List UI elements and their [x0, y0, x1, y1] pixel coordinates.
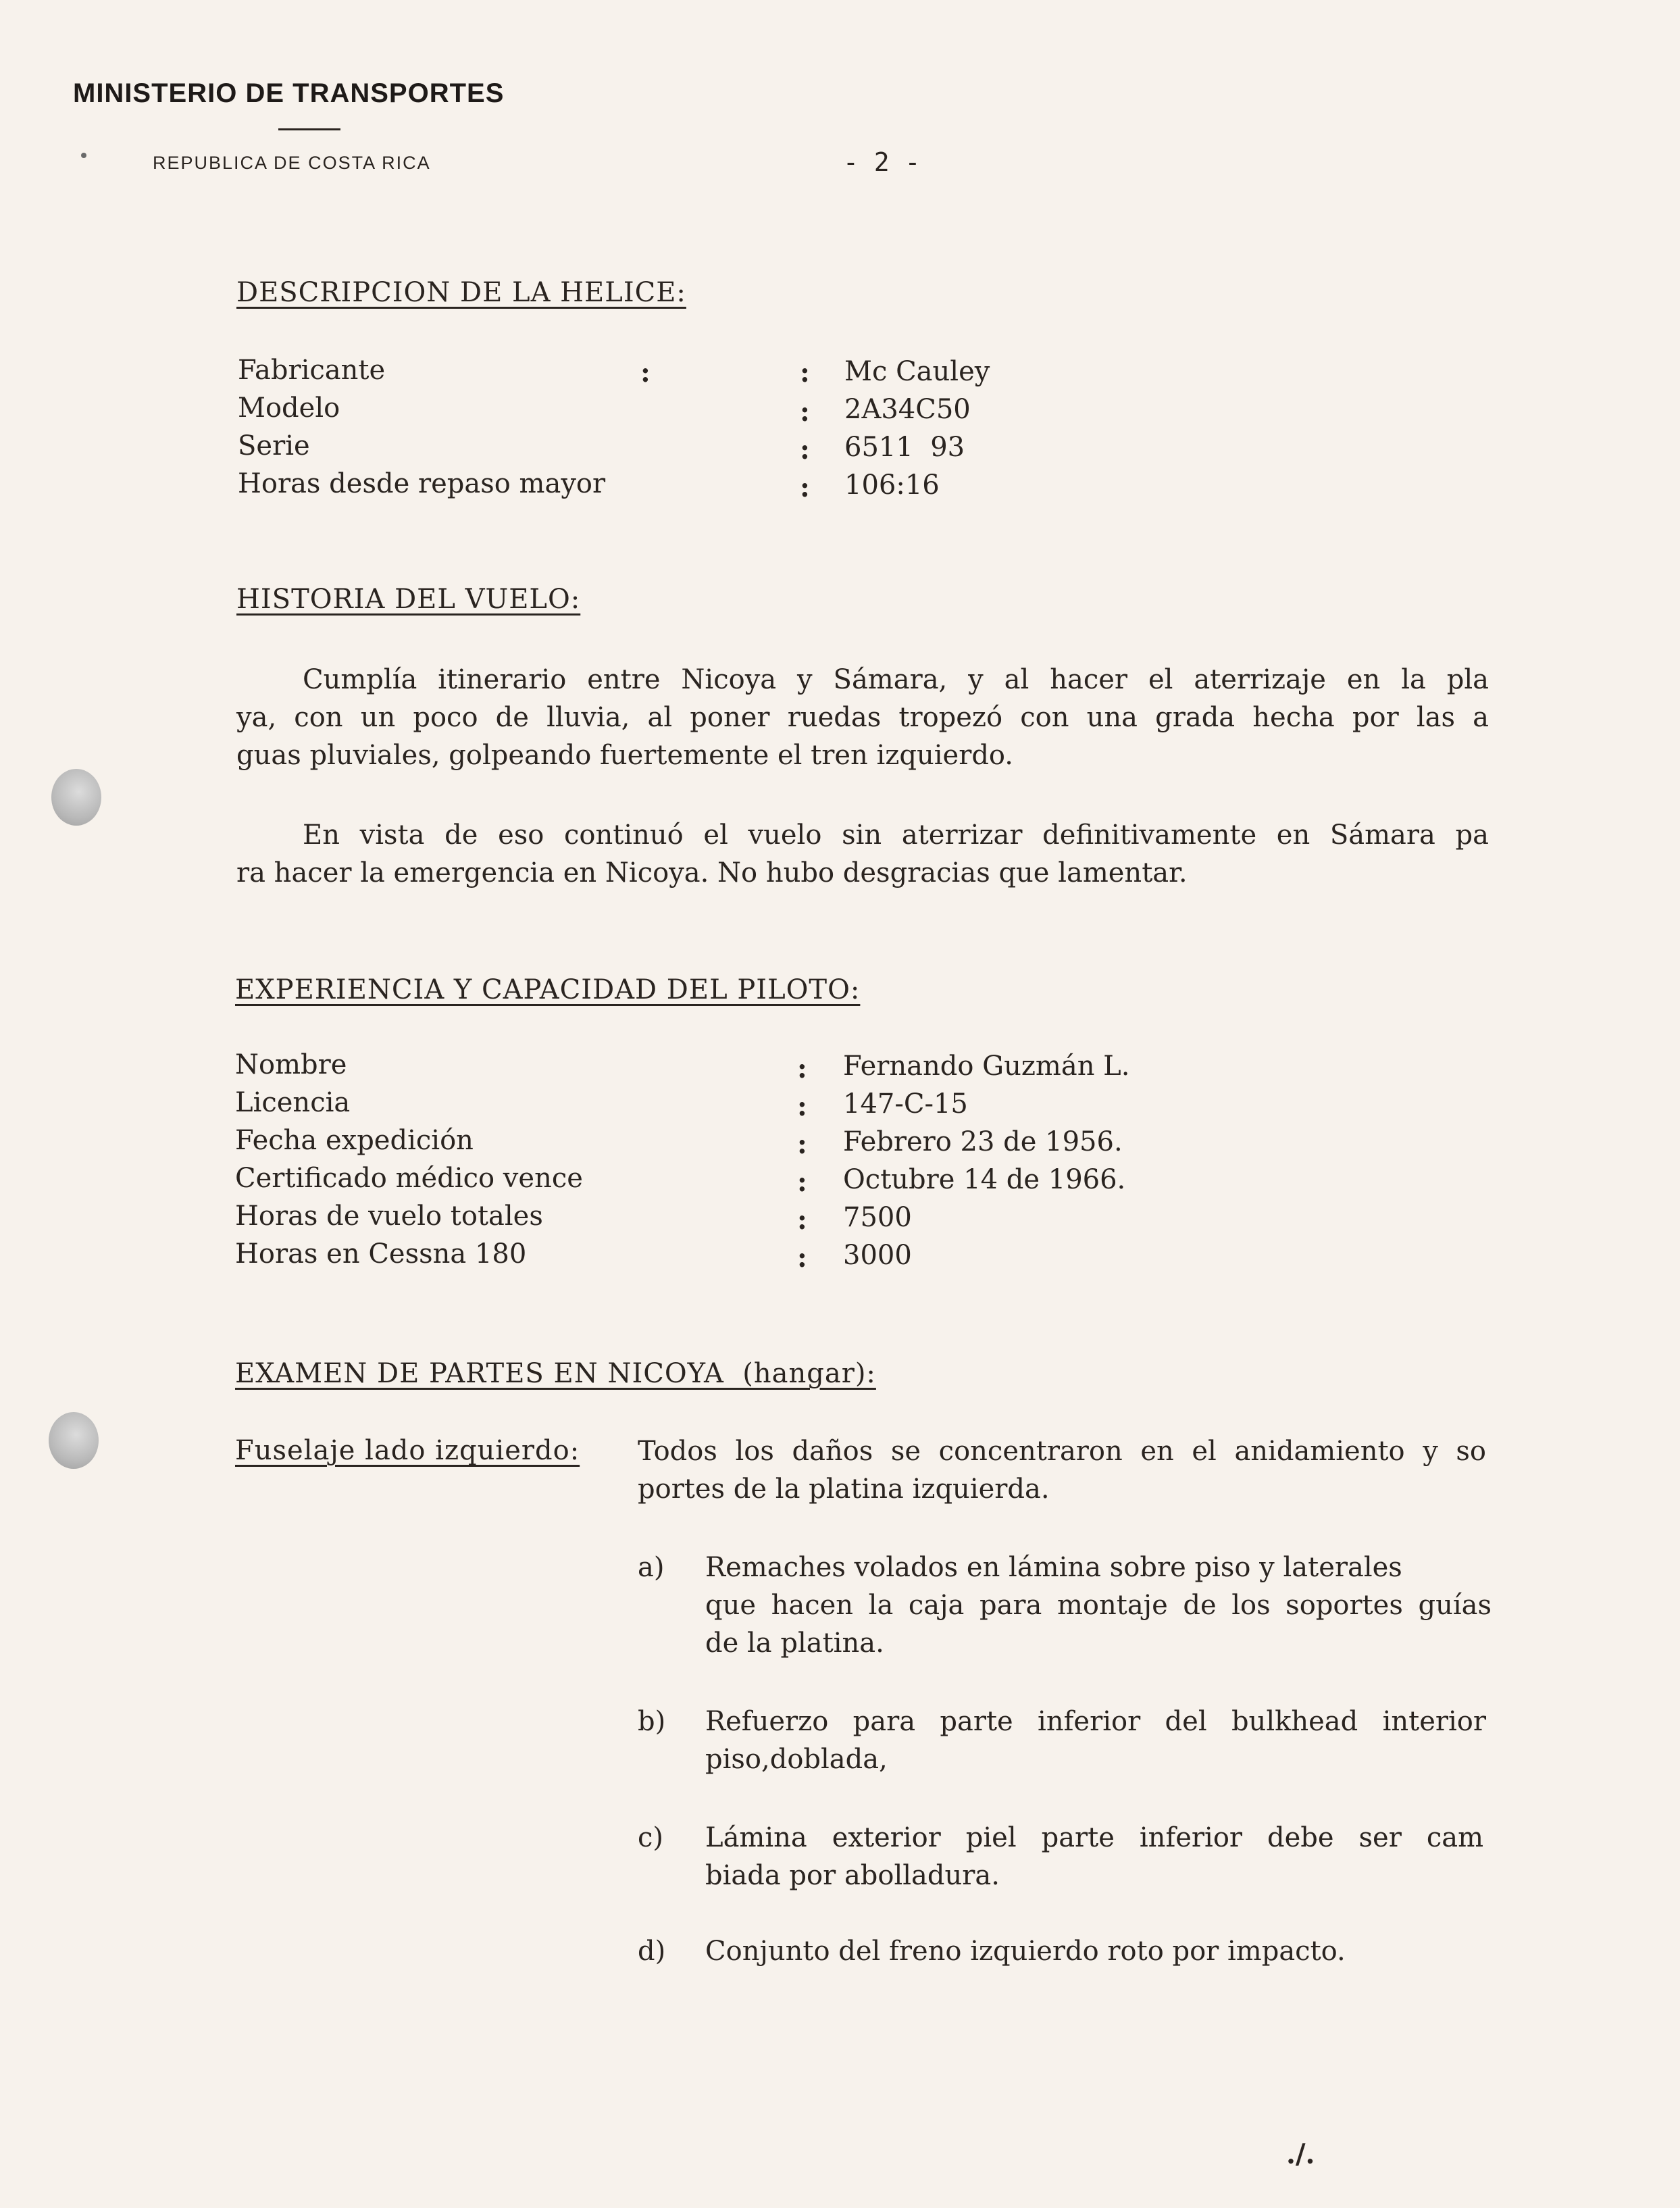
item-c-line-2: biada por abolladura. — [705, 1860, 1000, 1891]
piloto-colon: : — [797, 1166, 807, 1198]
piloto-value-fecha: Febrero 23 de 1956. — [843, 1126, 1123, 1157]
piloto-label-fecha: Fecha expedición — [235, 1125, 474, 1156]
ministry-heading: MINISTERIO DE TRANSPORTES — [73, 78, 505, 108]
helice-label-serie: Serie — [238, 430, 310, 461]
item-c-letter: c) — [638, 1822, 664, 1853]
helice-label-colon: : — [640, 357, 651, 388]
item-d-letter: d) — [638, 1936, 666, 1967]
helice-section-title: DESCRIPCION DE LA HELICE: — [236, 277, 686, 308]
examen-intro-line-1: Todos los daños se concentraron en el anidamiento y so — [638, 1436, 1486, 1467]
piloto-value-licencia: 147-C-15 — [843, 1088, 968, 1120]
continuation-mark: ./. — [1286, 2138, 1315, 2170]
item-c-line-1: Lámina exterior piel parte inferior debe ser cam — [705, 1822, 1483, 1853]
piloto-label-licencia: Licencia — [235, 1087, 351, 1118]
paper-speck — [81, 153, 86, 158]
page-number: - 2 - — [843, 147, 921, 177]
piloto-value-horas-totales: 7500 — [843, 1202, 912, 1233]
helice-label-fabricante: Fabricante — [238, 355, 386, 386]
punch-hole-lower — [49, 1412, 99, 1469]
punch-hole-upper — [51, 769, 101, 826]
helice-value-serie: 6511 93 — [844, 432, 965, 463]
item-b-line-1: Refuerzo para parte inferior del bulkhead interior — [705, 1706, 1486, 1737]
piloto-label-certificado: Certificado médico vence — [235, 1163, 583, 1194]
helice-label-horas: Horas desde repaso mayor — [238, 468, 606, 499]
helice-value-fabricante: Mc Cauley — [844, 356, 990, 387]
piloto-colon: : — [797, 1090, 807, 1122]
header-divider — [278, 128, 340, 130]
helice-value-modelo: 2A34C50 — [844, 394, 971, 425]
piloto-value-certificado: Octubre 14 de 1966. — [843, 1164, 1126, 1195]
helice-label-modelo: Modelo — [238, 393, 340, 424]
item-a-line-3: de la platina. — [705, 1628, 884, 1659]
historia-p1-line-1: Cumplía itinerario entre Nicoya y Sámara, y al hacer el aterrizaje en la pla — [303, 664, 1489, 695]
helice-colon: : — [800, 396, 810, 428]
historia-p1-line-2: ya, con un poco de lluvia, al poner ruedas tropezó con una grada hecha por las a — [236, 702, 1489, 733]
fuselaje-label: Fuselaje lado izquierdo: — [235, 1435, 580, 1466]
item-a-line-2: que hacen la caja para montaje de los soportes guías — [705, 1590, 1492, 1621]
examen-section-title: EXAMEN DE PARTES EN NICOYA (hangar): — [235, 1358, 876, 1389]
piloto-colon: : — [797, 1128, 807, 1160]
historia-p2-line-2: ra hacer la emergencia en Nicoya. No hubo desgracias que lamentar. — [236, 857, 1188, 888]
helice-value-horas: 106:16 — [844, 470, 940, 501]
item-d-line-1: Conjunto del freno izquierdo roto por impacto. — [705, 1936, 1346, 1967]
historia-section-title: HISTORIA DEL VUELO: — [236, 584, 581, 615]
piloto-section-title: EXPERIENCIA Y CAPACIDAD DEL PILOTO: — [235, 974, 861, 1005]
piloto-colon: : — [797, 1053, 807, 1084]
historia-p2-line-1: En vista de eso continuó el vuelo sin aterrizar definitivamente en Sámara pa — [303, 820, 1489, 851]
helice-colon: : — [800, 434, 810, 466]
item-b-letter: b) — [638, 1706, 666, 1737]
piloto-colon: : — [797, 1204, 807, 1236]
helice-colon: : — [800, 472, 810, 503]
piloto-label-nombre: Nombre — [235, 1049, 347, 1080]
examen-intro-line-2: portes de la platina izquierda. — [638, 1474, 1050, 1505]
piloto-label-horas-totales: Horas de vuelo totales — [235, 1201, 543, 1232]
piloto-colon: : — [797, 1242, 807, 1274]
helice-colon: : — [800, 357, 810, 388]
item-a-letter: a) — [638, 1552, 665, 1583]
historia-p1-line-3: guas pluviales, golpeando fuertemente el tren izquierdo. — [236, 740, 1014, 771]
piloto-value-horas-cessna: 3000 — [843, 1240, 912, 1271]
republic-subheading: REPUBLICA DE COSTA RICA — [153, 153, 431, 173]
piloto-value-nombre: Fernando Guzmán L. — [843, 1051, 1130, 1082]
item-b-line-2: piso,doblada, — [705, 1744, 888, 1775]
item-a-line-1: Remaches volados en lámina sobre piso y laterales — [705, 1552, 1402, 1583]
piloto-label-horas-cessna: Horas en Cessna 180 — [235, 1238, 527, 1270]
